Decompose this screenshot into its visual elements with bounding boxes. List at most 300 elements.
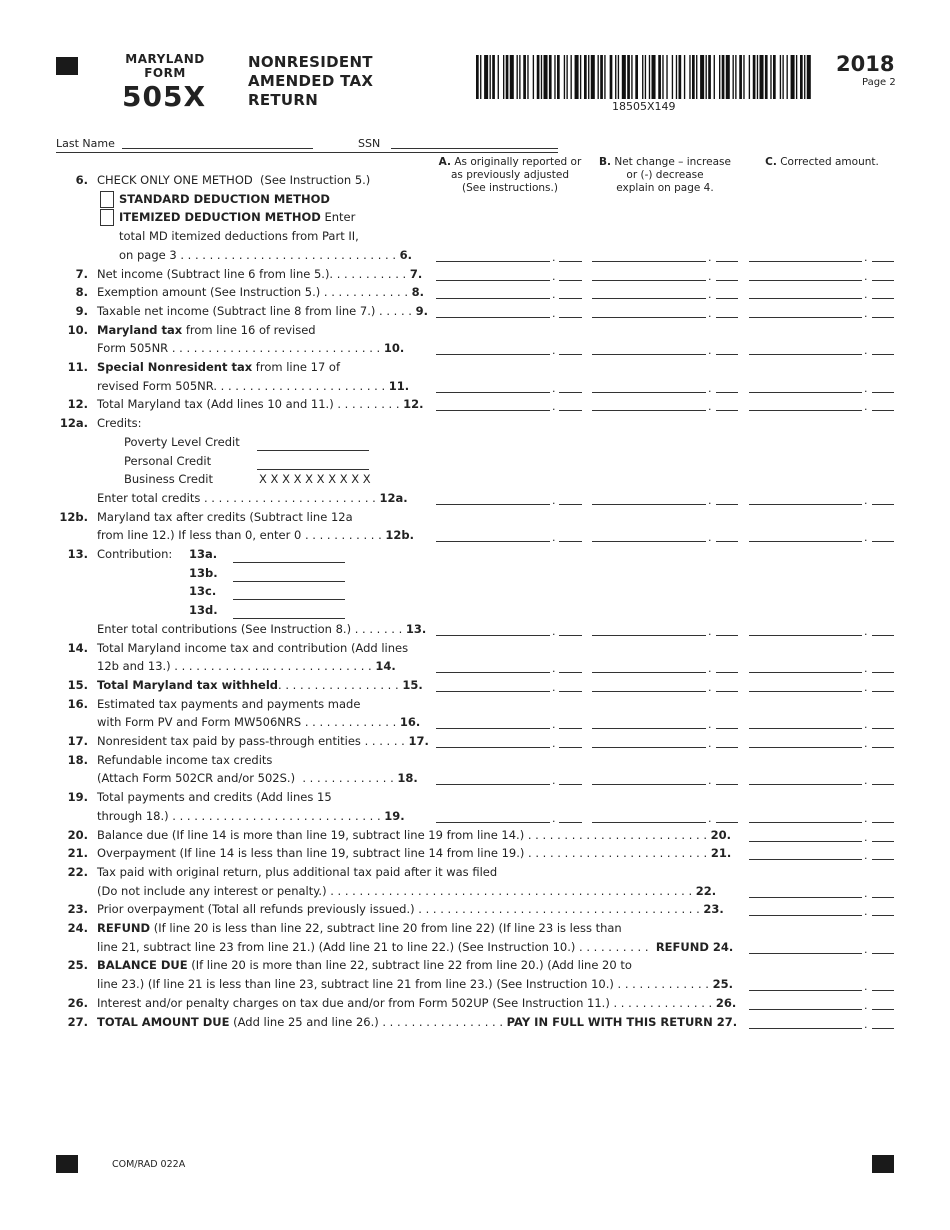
line-description: Enter total contributions (See Instruction 8.) . . . . . . . 13. (97, 621, 427, 636)
cents-line (872, 897, 894, 898)
decimal-point: . (552, 400, 556, 414)
dollars-line (436, 541, 550, 542)
decimal-point: . (552, 250, 556, 264)
decimal-point: . (864, 774, 868, 788)
barcode-bar (549, 55, 552, 99)
dollars-line (592, 317, 706, 318)
barcode-bar (672, 55, 673, 99)
cents-line (872, 915, 894, 916)
line-description: Poverty Level Credit (124, 434, 240, 449)
barcode-bar (523, 55, 526, 99)
cents-line (559, 410, 582, 411)
line-description: Exemption amount (See Instruction 5.) . . . . . . . . . . . . 8. (97, 285, 425, 300)
line-number: 13. (67, 547, 88, 561)
barcode-bar (517, 55, 518, 99)
cents-line (872, 635, 894, 636)
barcode-bar (490, 55, 491, 99)
cents-line (872, 747, 894, 748)
line-description: on page 3 . . . . . . . . . . . . . . . . . . . . . . . . . . . . . . 6. (119, 247, 413, 262)
decimal-point: . (708, 531, 712, 545)
barcode-bar (492, 55, 495, 99)
decimal-point: . (864, 830, 868, 844)
line-description: STANDARD DEDUCTION METHOD (119, 191, 330, 206)
dollars-line (436, 822, 550, 823)
cents-line (716, 410, 738, 411)
line-number: 21. (67, 846, 88, 861)
cents-line (716, 317, 738, 318)
form-code: COM/RAD 022A (112, 1159, 186, 1170)
dollars-line (592, 410, 706, 411)
line-description: (Do not include any interest or penalty.) . . . . . . . . . . . . . . . . . . . . . . . . . . . . . . . . . . . . . . . . . . . . . . . . . . 22. (97, 883, 717, 898)
dollars-line (749, 392, 862, 393)
dollars-line (592, 298, 706, 299)
line-description: Total payments and credits (Add lines 15 (97, 790, 332, 805)
cents-line (872, 317, 894, 318)
cents-line (872, 354, 894, 355)
barcode-bar (733, 55, 734, 99)
cents-line (716, 261, 738, 262)
cents-line (716, 691, 738, 692)
dollars-line (592, 392, 706, 393)
barcode-bar (544, 55, 548, 99)
ssn-label: SSN (358, 137, 381, 150)
decimal-point: . (864, 849, 868, 863)
dollars-line (436, 280, 550, 281)
cents-line (559, 784, 582, 785)
contribution-label: 13c. (189, 584, 217, 599)
barcode-bar (604, 55, 605, 99)
decimal-point: . (708, 680, 712, 694)
decimal-point: . (708, 737, 712, 750)
line-description: Net income (Subtract line 6 from line 5.). . . . . . . . . . . 7. (97, 266, 423, 281)
decimal-point: . (708, 493, 712, 507)
decimal-point: . (864, 980, 868, 994)
dollars-line (749, 672, 862, 673)
line-description: Business Credit (124, 472, 213, 487)
cents-line (872, 1028, 894, 1029)
dollars-line (749, 691, 862, 692)
barcode-number: 18505X149 (612, 100, 676, 113)
barcode-bar (689, 55, 690, 99)
line-number: 19. (67, 790, 88, 805)
barcode-bar (753, 55, 756, 99)
barcode-bar (679, 55, 682, 99)
dollars-line (436, 410, 550, 411)
line-number: 16. (67, 696, 88, 711)
barcode-bar (642, 55, 643, 99)
line-description: Form 505NR . . . . . . . . . . . . . . . . . . . . . . . . . . . . . 10. (97, 341, 405, 356)
dollars-line (436, 354, 550, 355)
decimal-point: . (708, 344, 712, 358)
cents-line (872, 822, 894, 823)
barcode-bar (631, 55, 632, 99)
header-rule (56, 152, 558, 153)
barcode-bar (791, 55, 795, 99)
dollars-line (749, 280, 862, 281)
cents-line (872, 261, 894, 262)
dollars-line (436, 672, 550, 673)
barcode-bar (765, 55, 768, 99)
dollars-line (749, 841, 862, 842)
dollars-line (749, 410, 862, 411)
decimal-point: . (708, 624, 712, 638)
cents-line (872, 541, 894, 542)
dollars-line (592, 672, 706, 673)
line-number: 22. (67, 864, 88, 879)
cents-line (559, 504, 582, 505)
cents-line (872, 504, 894, 505)
decimal-point: . (864, 624, 868, 638)
cents-line (716, 728, 738, 729)
barcode-bar (537, 55, 540, 99)
dollars-line (749, 915, 862, 916)
barcode-bar (554, 55, 555, 99)
dollars-line (749, 317, 862, 318)
line-description: ITEMIZED DEDUCTION METHOD Enter (119, 210, 356, 225)
method-checkbox[interactable] (100, 209, 114, 226)
barcode-bar (584, 55, 587, 99)
line-number: 26. (67, 995, 88, 1010)
barcode-bar (571, 55, 572, 99)
line-description: from line 12.) If less than 0, enter 0 . . . . . . . . . . . 12b. (97, 528, 415, 543)
decimal-point: . (864, 718, 868, 732)
dollars-line (436, 261, 550, 262)
line-description: TOTAL AMOUNT DUE (Add line 25 and line 26.) . . . . . . . . . . . . . . . . . PAY IN FULL WITH THIS RETURN 27. (97, 1014, 738, 1029)
line-number: 6. (75, 173, 88, 187)
dollars-line (592, 354, 706, 355)
barcode-bar (627, 55, 630, 99)
decimal-point: . (864, 306, 868, 320)
cents-line (716, 747, 738, 748)
barcode-bar (770, 55, 771, 99)
cents-line (872, 280, 894, 281)
decimal-point: . (864, 288, 868, 302)
decimal-point: . (864, 811, 868, 825)
dollars-line (592, 635, 706, 636)
dollars-line (592, 822, 706, 823)
decimal-point: . (864, 680, 868, 694)
barcode-bar (600, 55, 603, 99)
cents-line (716, 672, 738, 673)
barcode-bar (696, 55, 697, 99)
line-description: Overpayment (If line 14 is less than line 19, subtract line 14 from line 19.) . . . . . . . . . . . . . . . . . . . . . . . . . 21. (97, 846, 732, 861)
line-description: REFUND (If line 20 is less than line 22, subtract line 20 from line 22) (If line 23 is less than (97, 921, 622, 935)
cents-line (716, 784, 738, 785)
dollars-line (436, 317, 550, 318)
barcode-bar (782, 55, 783, 99)
line-description: Maryland tax after credits (Subtract line 12a (97, 509, 353, 524)
line-description: Enter total credits . . . . . . . . . . . . . . . . . . . . . . . . 12a. (97, 490, 408, 505)
dollars-line (592, 541, 706, 542)
line-description: Personal Credit (124, 453, 212, 468)
barcode-bar (506, 55, 509, 99)
line-number: 20. (67, 827, 88, 842)
decimal-point: . (864, 942, 868, 956)
dollars-line (749, 822, 862, 823)
decimal-point: . (708, 662, 712, 676)
column-b-heading: B. Net change – increase or (-) decrease explain on page 4. (599, 156, 731, 194)
barcode-bar (714, 55, 715, 99)
form-state-label: MARYLAND FORM (125, 52, 205, 80)
dollars-line (749, 541, 862, 542)
line-description: 12b and 13.) . . . . . . . . . . . . .. . . . . . . . . . . . . . . 14. (97, 659, 396, 674)
method-checkbox[interactable] (100, 191, 114, 208)
line-description: Maryland tax from line 16 of revised (97, 322, 316, 337)
line-number: 12b. (59, 509, 88, 524)
decimal-point: . (864, 998, 868, 1012)
barcode-bar (708, 55, 711, 99)
page-number: Page 2 (862, 77, 896, 88)
decimal-point: . (552, 306, 556, 320)
decimal-point: . (552, 680, 556, 694)
cents-line (716, 635, 738, 636)
line-description: (Attach Form 502CR and/or 502S.) . . . . . . . . . . . . . 18. (97, 771, 418, 786)
barcode-bar (484, 55, 488, 99)
barcode-bar (743, 55, 744, 99)
barcode-bar (498, 55, 499, 99)
decimal-point: . (708, 288, 712, 302)
line-description: with Form PV and Form MW506NRS . . . . . . . . . . . . . 16. (97, 715, 421, 730)
last-name-label: Last Name (56, 137, 115, 150)
barcode-bar (676, 55, 677, 99)
dollars-line (592, 747, 706, 748)
line-number: 24. (67, 921, 88, 935)
barcode-bar (533, 55, 534, 99)
line-description: through 18.) . . . . . . . . . . . . . . . . . . . . . . . . . . . . . 19. (97, 808, 405, 823)
cents-line (716, 541, 738, 542)
cents-line (872, 392, 894, 393)
barcode-bar (739, 55, 742, 99)
barcode-bar (510, 55, 514, 99)
barcode-bar (615, 55, 616, 99)
cents-line (559, 672, 582, 673)
cents-line (559, 635, 582, 636)
ssn-field[interactable] (391, 148, 558, 149)
dollars-line (436, 691, 550, 692)
cents-line (716, 504, 738, 505)
line-number: 14. (67, 640, 88, 655)
line-number: 10. (67, 322, 88, 337)
decimal-point: . (864, 493, 868, 507)
dollars-line (749, 261, 862, 262)
decimal-point: . (552, 269, 556, 283)
barcode-bar (557, 55, 560, 99)
cents-line (716, 280, 738, 281)
decimal-point: . (864, 662, 868, 676)
barcode-bar (662, 55, 663, 99)
contribution-amount-field[interactable] (233, 599, 345, 600)
dollars-line (749, 990, 862, 991)
barcode-bar (666, 55, 667, 99)
barcode-bar (645, 55, 646, 99)
decimal-point: . (552, 493, 556, 507)
cents-line (559, 691, 582, 692)
line-description: Interest and/or penalty charges on tax due and/or from Form 502UP (See Instruction 11.) . . . . . . . . . . . . . . 26. (97, 995, 737, 1010)
barcode-bar (757, 55, 758, 99)
barcode-bar (480, 55, 481, 99)
form-title: NONRESIDENT AMENDED TAX RETURN (248, 53, 374, 109)
line-description: total MD itemized deductions from Part II, (119, 229, 359, 244)
barcode-bar (564, 55, 565, 99)
tax-year: 2018 (836, 52, 895, 76)
dollars-line (436, 784, 550, 785)
line-description: revised Form 505NR. . . . . . . . . . . . . . . . . . . . . . . . 11. (97, 378, 410, 393)
cents-line (559, 728, 582, 729)
cents-line (872, 990, 894, 991)
line-description: Estimated tax payments and payments made (97, 696, 361, 711)
barcode-bar (684, 55, 685, 99)
last-name-field[interactable] (122, 148, 313, 149)
barcode-bar (780, 55, 781, 99)
decimal-point: . (864, 344, 868, 358)
cents-line (716, 298, 738, 299)
barcode-bar (622, 55, 626, 99)
registration-mark-bottom-right (872, 1155, 894, 1173)
credit-amount-field[interactable] (257, 469, 369, 470)
cents-line (872, 841, 894, 842)
line-number: 8. (75, 285, 88, 300)
decimal-point: . (708, 381, 712, 395)
line-description: Contribution: (97, 547, 173, 561)
decimal-point: . (864, 400, 868, 414)
cents-line (872, 1009, 894, 1010)
decimal-point: . (552, 718, 556, 732)
dollars-line (749, 298, 862, 299)
line-description: Tax paid with original return, plus additional tax paid after it was filed (97, 864, 498, 879)
cents-line (872, 859, 894, 860)
barcode-bar (735, 55, 736, 99)
cents-line (716, 822, 738, 823)
dollars-line (592, 784, 706, 785)
line-number: 9. (75, 303, 88, 318)
decimal-point: . (552, 624, 556, 638)
cents-line (716, 392, 738, 393)
line-number: 23. (67, 902, 88, 917)
barcode-bar (591, 55, 595, 99)
contribution-amount-field[interactable] (233, 562, 345, 563)
cents-line (559, 747, 582, 748)
barcode-bar (635, 55, 638, 99)
decimal-point: . (708, 400, 712, 414)
line-description: Total Maryland tax withheld. . . . . . . . . . . . . . . . . 15. (97, 677, 423, 692)
decimal-point: . (864, 905, 868, 919)
barcode-bar (804, 55, 805, 99)
barcode-bar (700, 55, 704, 99)
cents-line (559, 317, 582, 318)
line-number: 18. (67, 752, 88, 767)
cents-line (872, 691, 894, 692)
line-description: Special Nonresident tax from line 17 of (97, 360, 341, 374)
decimal-point: . (864, 250, 868, 264)
decimal-point: . (864, 886, 868, 900)
decimal-point: . (552, 774, 556, 788)
decimal-point: . (552, 662, 556, 676)
barcode-bar (575, 55, 579, 99)
dollars-line (592, 261, 706, 262)
dollars-line (749, 1028, 862, 1029)
decimal-point: . (708, 811, 712, 825)
credit-amount-field[interactable] (257, 450, 369, 451)
contribution-amount-field[interactable] (233, 618, 345, 619)
dollars-line (749, 354, 862, 355)
cents-line (872, 298, 894, 299)
barcode-bar (588, 55, 589, 99)
form-number: 505X (122, 80, 207, 113)
dollars-line (436, 392, 550, 393)
barcode-bar (618, 55, 619, 99)
dollars-line (749, 784, 862, 785)
barcode-bar (796, 55, 797, 99)
contribution-label: 13b. (189, 565, 218, 580)
decimal-point: . (708, 250, 712, 264)
barcode-bar (598, 55, 599, 99)
barcode-bar (722, 55, 725, 99)
cents-line (559, 298, 582, 299)
dollars-line (749, 953, 862, 954)
barcode-bar (658, 55, 661, 99)
barcode-bar (807, 55, 811, 99)
decimal-point: . (552, 737, 556, 750)
line-number: 7. (75, 266, 88, 281)
barcode-bar (503, 55, 504, 99)
cents-line (716, 354, 738, 355)
line-description: Taxable net income (Subtract line 8 from line 7.) . . . . . 9. (97, 303, 428, 318)
line-description: Nonresident tax paid by pass-through entities . . . . . . 17. (97, 734, 429, 748)
barcode-bar (580, 55, 581, 99)
line-number: 15. (67, 677, 88, 692)
dollars-line (436, 504, 550, 505)
line-number: 17. (67, 734, 88, 748)
dollars-line (592, 280, 706, 281)
line-description: line 21, subtract line 23 from line 21.) (Add line 21 to line 22.) (See Instruction 10.) . . . . . . . . . . REFUND 24. (97, 939, 734, 954)
barcode-bar (527, 55, 528, 99)
decimal-point: . (708, 718, 712, 732)
line-number: 27. (67, 1014, 88, 1029)
barcode-bar (652, 55, 656, 99)
line-description: line 23.) (If line 21 is less than line 23, subtract line 21 from line 23.) (See Instruction 10.) . . . . . . . . . . . . . 25. (97, 977, 733, 992)
dollars-line (592, 691, 706, 692)
decimal-point: . (552, 381, 556, 395)
cents-line (872, 410, 894, 411)
dollars-line (436, 728, 550, 729)
barcode-bar (476, 55, 479, 99)
cents-line (559, 261, 582, 262)
decimal-point: . (864, 1017, 868, 1031)
column-c-heading: C. Corrected amount. (765, 156, 879, 168)
barcode-bar (726, 55, 730, 99)
line-description: Prior overpayment (Total all refunds previously issued.) . . . . . . . . . . . . . . . . . . . . . . . . . . . . . . . . . . . . . . . 23. (97, 902, 724, 917)
barcode-bar (706, 55, 707, 99)
cents-line (872, 953, 894, 954)
cents-line (872, 672, 894, 673)
decimal-point: . (864, 269, 868, 283)
barcode-bar (719, 55, 720, 99)
decimal-point: . (864, 737, 868, 750)
contribution-amount-field[interactable] (233, 581, 345, 582)
cents-line (559, 541, 582, 542)
decimal-point: . (708, 774, 712, 788)
decimal-point: . (864, 381, 868, 395)
contribution-label: 13a. (189, 547, 218, 561)
line-number: 12. (67, 397, 88, 412)
dollars-line (436, 298, 550, 299)
cents-line (559, 392, 582, 393)
cents-line (559, 280, 582, 281)
cents-line (872, 728, 894, 729)
dollars-line (749, 747, 862, 748)
registration-mark-bottom-left (56, 1155, 78, 1173)
decimal-point: . (552, 811, 556, 825)
